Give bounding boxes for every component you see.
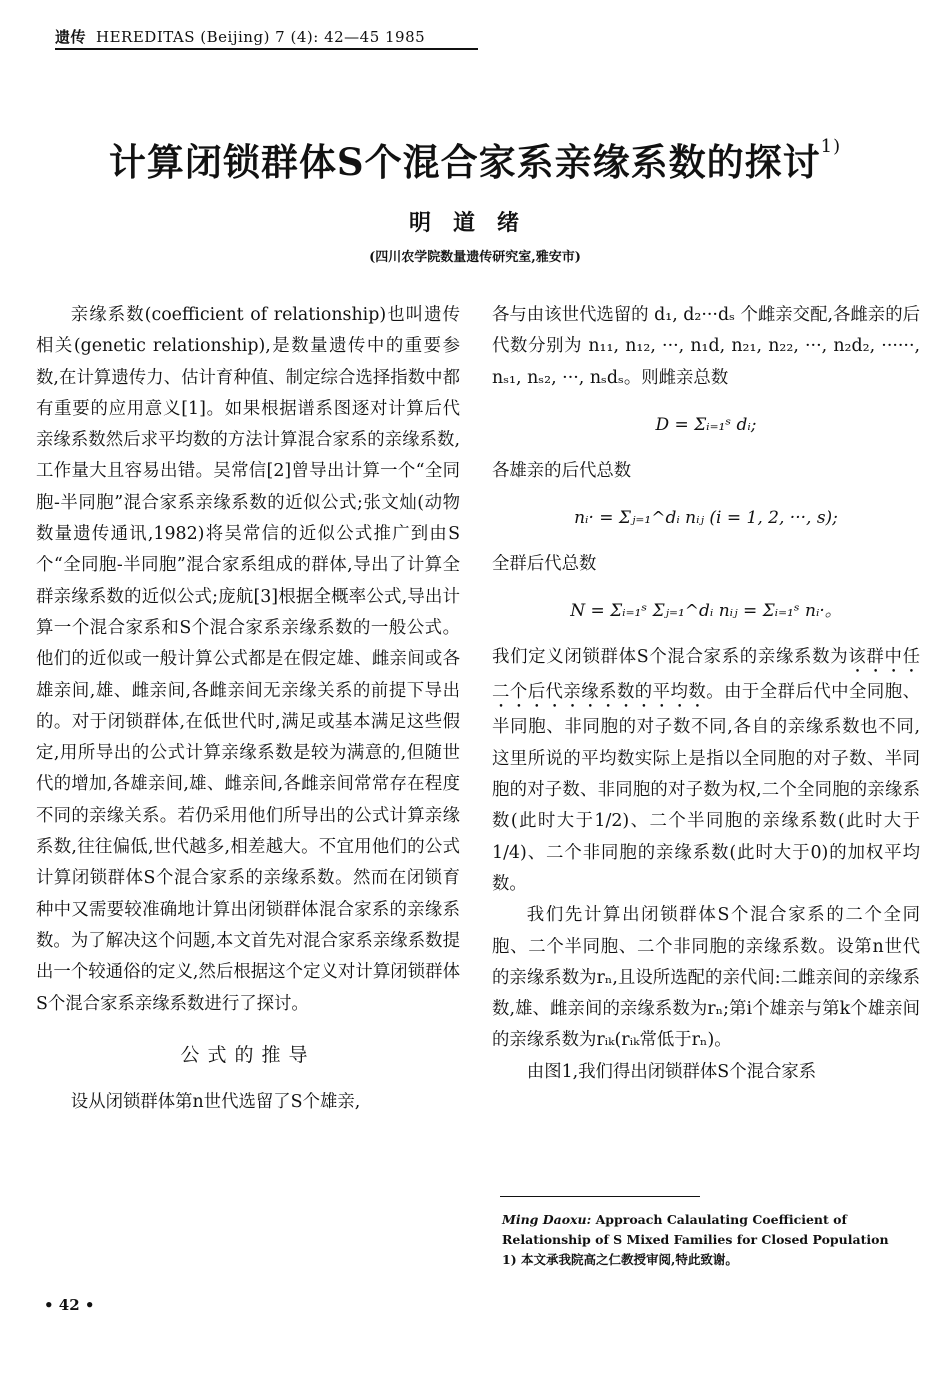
label-total-offspring: 全群后代总数	[492, 554, 597, 575]
derivation-paragraph: 设从闭锁群体第n世代选留了S个雄亲,	[70, 1092, 361, 1113]
label-offspring-per-sire: 各雄亲的后代总数	[492, 460, 632, 481]
left-column	[36, 300, 460, 1118]
method-paragraph: 我们先计算出闭锁群体S个混合家系的二个全同胞、二个半同胞、二个非同胞的亲缘系数。设第n世代的亲缘系数为rₙ,且设所选配的亲代间:二雌亲间的亲缘系数,雄、雌亲间的亲缘系数为rₙ;第i个雄亲与第k个雄亲间的亲缘系数为rᵢₖ(rᵢₖ常低于rₙ)。	[492, 905, 920, 1051]
acknowledgement: 1) 本文承我院高之仁教授审阅,特此致谢。	[502, 1252, 738, 1267]
title-footnote-mark: 1)	[820, 136, 842, 157]
english-title: Ming Daoxu: Approach Calaulating Coefficient of Relationship of S Mixed Families for Closed Population	[502, 1212, 889, 1247]
figure-paragraph: 由图1,我们得出闭锁群体S个混合家系	[526, 1061, 817, 1082]
author: 明道绪	[408, 210, 541, 236]
right-column	[492, 300, 920, 1088]
header-rule	[55, 48, 478, 50]
formula-D: D = Σᵢ₌₁ˢ dᵢ;	[655, 414, 757, 435]
emphasized-definition: 该群中任二个后代亲缘系数的平均数	[492, 647, 920, 703]
formula-N: N = Σᵢ₌₁ˢ Σⱼ₌₁^dᵢ nᵢⱼ = Σᵢ₌₁ˢ nᵢ·。	[570, 601, 842, 622]
citation: HEREDITAS (Beijing) 7 (4): 42—45 1985	[96, 28, 426, 46]
formula-n: nᵢ· = Σⱼ₌₁^dᵢ nᵢⱼ (i = 1, 2, ···, s);	[574, 508, 838, 529]
journal-name: 遗传	[55, 28, 87, 46]
running-header	[55, 26, 425, 47]
page-number: • 42 •	[44, 1296, 95, 1314]
affiliation: (四川农学院数量遗传研究室,雅安市)	[369, 250, 581, 265]
footnote	[502, 1210, 922, 1270]
section-heading: 公式的推导	[180, 1043, 316, 1066]
definition-paragraph: 我们定义闭锁群体S个混合家系的亲缘系数为该群中任二个后代亲缘系数的平均数。由于全群后代中全同胞、半同胞、非同胞的对子数不同,各自的亲缘系数也不同,这里所说的平均数实际上是指以全同胞的对子数、半同胞的对子数、非同胞的对子数为权,二个全同胞的亲缘系数(此时大于1/2)、二个半同胞的亲缘系数(此时大于1/4)、二个非同胞的亲缘系数(此时大于0)的加权平均数。	[492, 647, 920, 894]
footnote-rule	[500, 1196, 700, 1197]
intro-paragraph: 亲缘系数(coefficient of relationship)也叫遗传相关(genetic relationship),是数量遗传中的重要参数,在计算遗传力、估计育种值、制定综合选择指数中都有重要的应用意义[1]。如果根据谱系图逐对计算后代亲缘系数然后求平均数的方法计算混合家系的亲缘系数,工作量大且容易出错。吴常信[2]曾导出计算一个“全同胞-半同胞”混合家系亲缘系数的近似公式;张文灿(动物数量遗传通讯,1982)将吴常信的近似公式推广到由S个“全同胞-半同胞”混合家系组成的群体,导出了计算全群亲缘系数的近似公式;庞航[3]根据全概率公式,导出计算一个混合家系和S个混合家系亲缘系数的一般公式。他们的近似或一般计算公式都是在假定雄、雌亲间或各雄亲间,雄、雌亲间,各雌亲间无亲缘关系的前提下导出的。对于闭锁群体,在低世代时,满足或基本满足这些假定,用所导出的公式计算亲缘系数是较为满意的,但随世代的增加,各雄亲间,雄、雌亲间,各雌亲间常常存在程度不同的亲缘关系。若仍采用他们所导出的公式计算亲缘系数,往往偏低,世代越多,相差越大。不宜用他们的公式计算闭锁群体S个混合家系的亲缘系数。然而在闭锁育种中又需要较准确地计算出闭锁群体混合家系的亲缘系数。为了解决这个问题,本文首先对混合家系亲缘系数提出一个较通俗的定义,然后根据这个定义对计算闭锁群体S个混合家系亲缘系数进行了探讨。	[36, 305, 460, 1014]
continuation-paragraph: 各与由该世代选留的 d₁, d₂···dₛ 个雌亲交配,各雌亲的后代数分别为 n₁₁, n₁₂, ···, n₁d, n₂₁, n₂₂, ···, n₂d₂, ······, nₛ₁, nₛ₂, ···, nₛdₛ。则雌亲总数	[492, 305, 920, 388]
paper-title	[0, 132, 950, 186]
title-text: 计算闭锁群体S个混合家系亲缘系数的探讨	[108, 140, 821, 184]
